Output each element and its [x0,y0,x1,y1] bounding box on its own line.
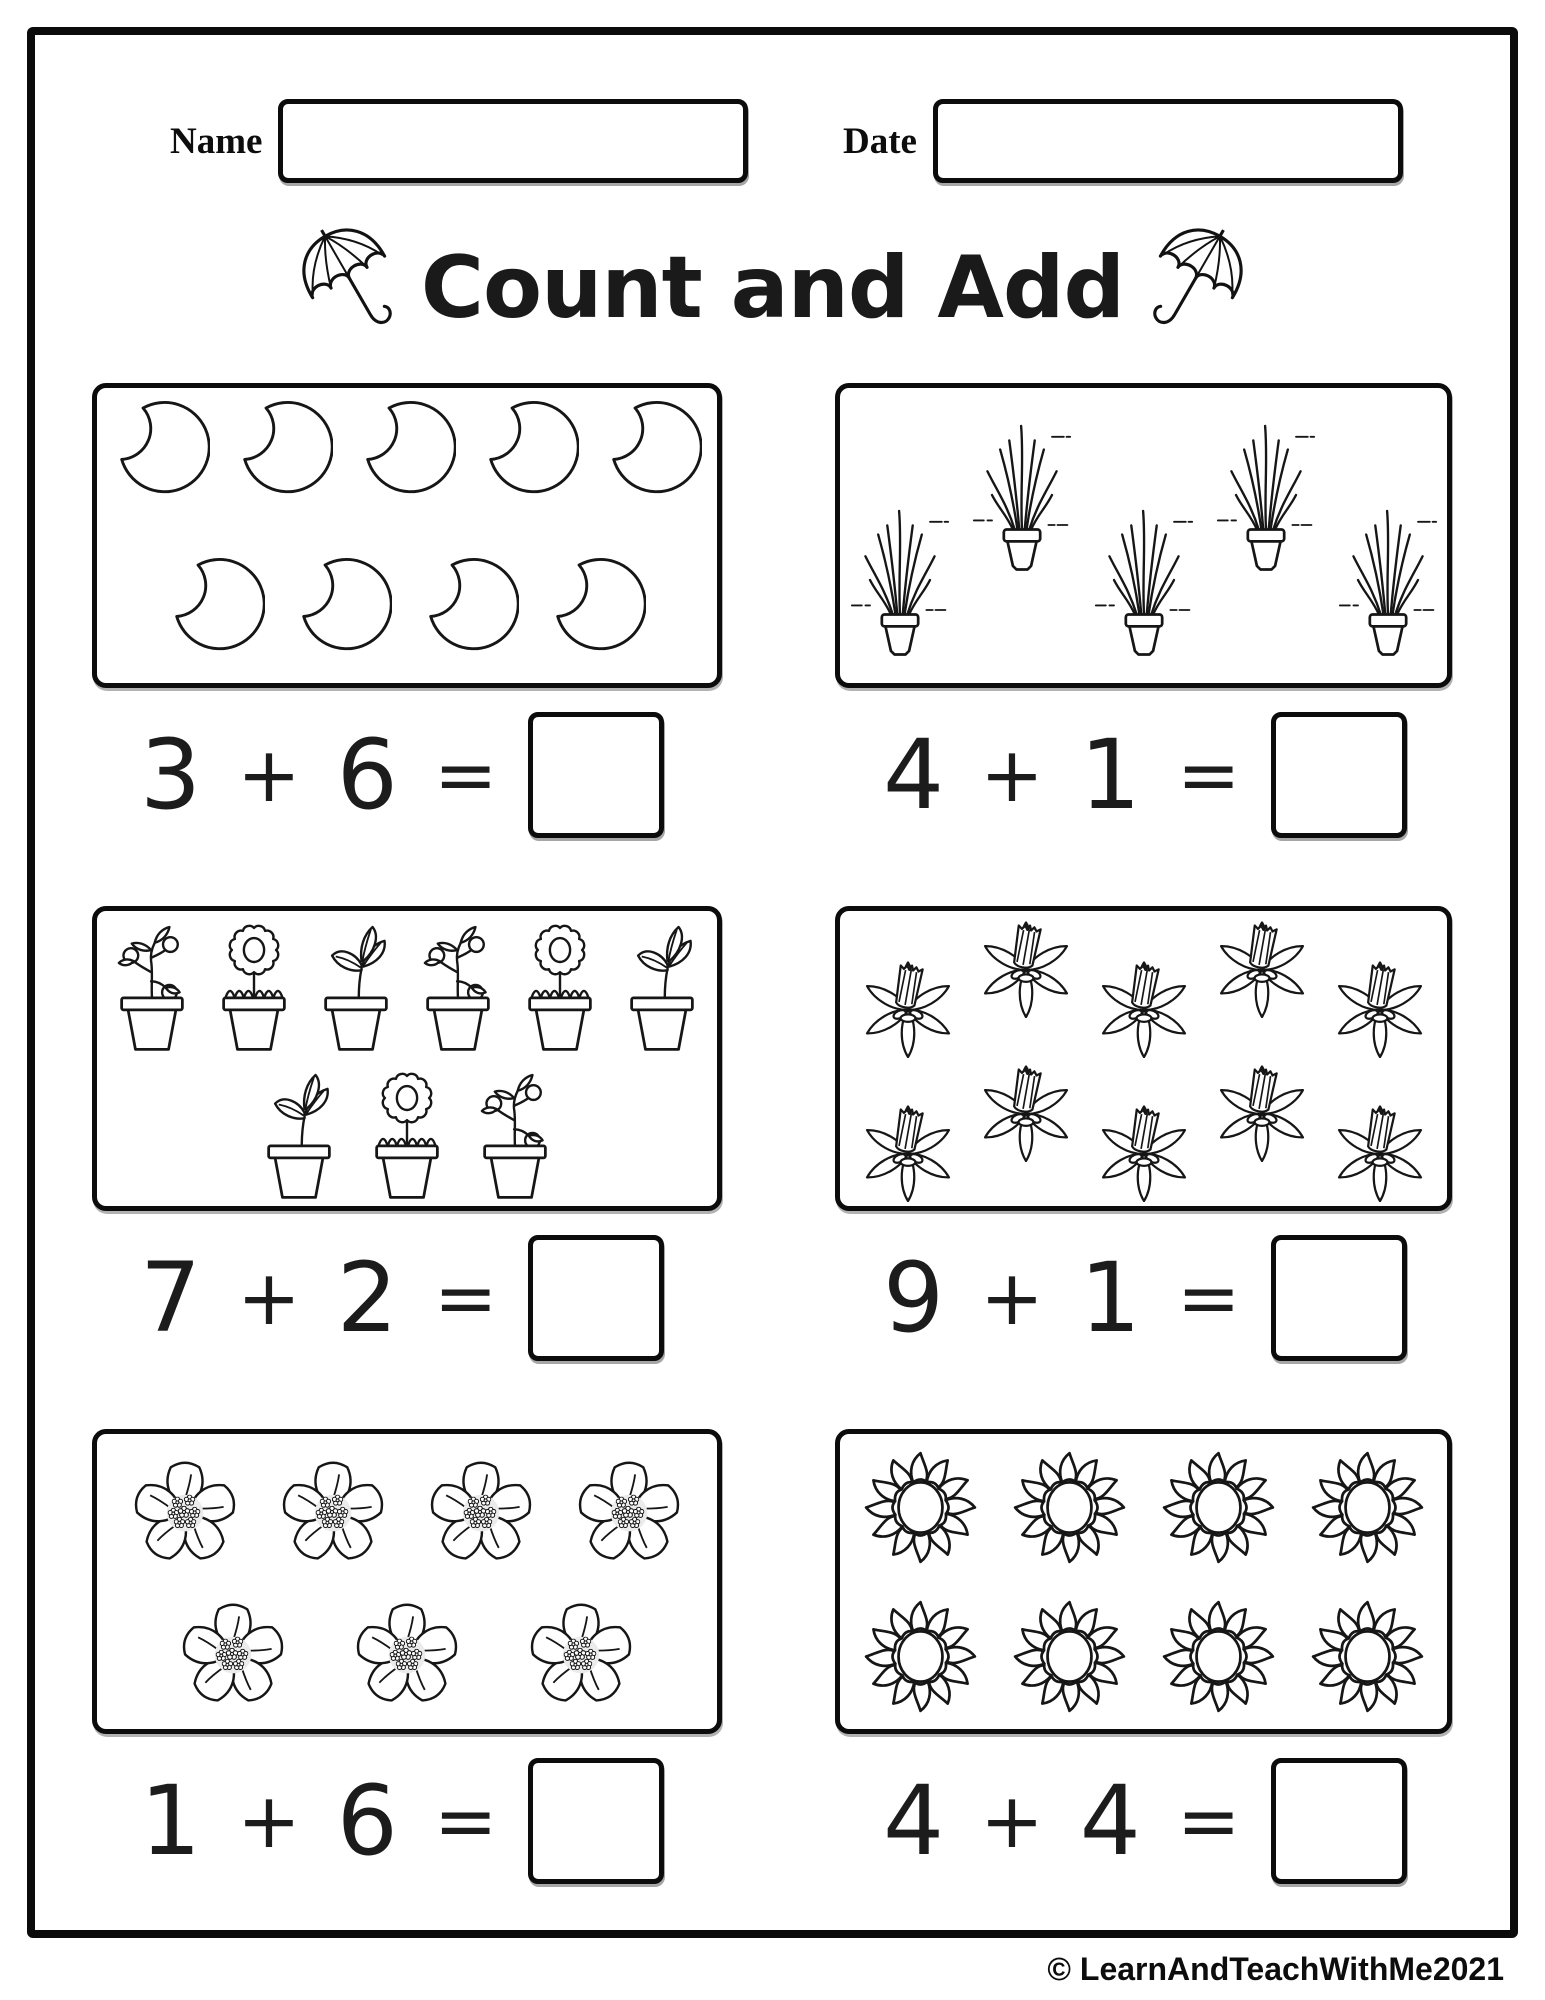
plus-sign: + [980,1776,1044,1865]
moon-icon [236,399,333,516]
addend-a: 4 [883,719,945,831]
daffodil-icon [1093,1100,1195,1202]
answer-input[interactable] [528,712,664,838]
equation-daffodils [835,1235,1452,1361]
tomato-icon [469,1063,561,1203]
addend-a: 1 [140,1765,202,1877]
icon-row [863,1450,1425,1565]
leafplant-icon [616,915,708,1055]
counting-box-blossoms [92,1429,722,1734]
plus-sign: + [237,1253,301,1342]
answer-input[interactable] [528,1758,664,1884]
equals-sign: = [433,1776,498,1865]
equals-sign: = [1176,1253,1241,1342]
answer-input[interactable] [528,1235,664,1361]
equals-sign: = [1176,730,1241,819]
sun-icon [1012,1599,1127,1714]
sun-icon [863,1599,978,1714]
title-row [35,223,1510,353]
plant-icon [850,495,950,665]
moon-icon [295,556,392,673]
counting-box-daffodils [835,906,1452,1211]
date-input[interactable] [933,99,1403,183]
counting-box-plants [835,383,1452,688]
leafplant-icon [253,1063,345,1203]
blossom-icon [124,1450,246,1572]
tomato-icon [412,915,504,1055]
sun-icon [1161,1450,1276,1565]
sun-icon [1012,1450,1127,1565]
leafplant-icon [310,915,402,1055]
problem-blossoms [92,1429,722,1952]
equation-suns [835,1758,1452,1884]
blossom-icon [346,1592,468,1714]
sun-icon [1310,1599,1425,1714]
equals-sign: = [433,1253,498,1342]
daffodil-icon [1329,1100,1431,1202]
moon-icon [168,556,265,673]
plus-sign: + [980,1253,1044,1342]
addend-b: 1 [1079,1242,1141,1354]
tomato-icon [106,915,198,1055]
umbrella-icon [273,202,431,364]
plus-sign: + [237,730,301,819]
counting-box-moons [92,383,722,688]
plus-sign: + [980,730,1044,819]
moon-icon [482,399,579,516]
icon-row [168,556,646,673]
counting-box-flowerpots [92,906,722,1211]
icon-row [113,399,702,516]
answer-input[interactable] [1271,1235,1407,1361]
name-input[interactable] [278,99,748,183]
addend-b: 6 [336,1765,398,1877]
plus-sign: + [237,1776,301,1865]
addend-b: 2 [336,1242,398,1354]
copyright-credit: © LearnAndTeachWithMe2021 [1047,1951,1504,1987]
daffodil-icon [1211,1060,1313,1162]
problem-plants [835,383,1452,906]
equals-sign: = [1176,1776,1241,1865]
plant-icon [1216,410,1316,580]
equals-sign: = [433,730,498,819]
icon-row [124,1450,690,1572]
equation-plants [835,712,1452,838]
icon-row [172,1592,642,1714]
daffodil-icon [975,916,1077,1018]
problem-moons [92,383,722,906]
counting-box-suns [835,1429,1452,1734]
moon-icon [605,399,702,516]
sun-icon [1310,1450,1425,1565]
blossom-icon [520,1592,642,1714]
icon-row [863,1599,1425,1714]
equation-blossoms [92,1758,722,1884]
sunflower-icon [514,915,606,1055]
moon-icon [549,556,646,673]
blossom-icon [420,1450,542,1572]
addend-b: 1 [1079,719,1141,831]
daffodil-icon [975,1060,1077,1162]
equation-flowerpots [92,1235,722,1361]
date-field-group [843,99,1403,183]
daffodil-icon [1093,956,1195,1058]
date-label: Date [843,120,917,162]
sun-icon [863,1450,978,1565]
moon-icon [113,399,210,516]
problem-daffodils [835,906,1452,1429]
addend-a: 4 [883,1765,945,1877]
daffodil-icon [1211,916,1313,1018]
daffodil-icon [1329,956,1431,1058]
blossom-icon [272,1450,394,1572]
daffodil-icon [857,956,959,1058]
moon-icon [422,556,519,673]
addend-a: 3 [140,719,202,831]
blossom-icon [568,1450,690,1572]
equation-moons [92,712,722,838]
icon-row [253,1063,561,1203]
icon-row [857,916,1431,1058]
icon-row [857,1060,1431,1202]
moon-icon [359,399,456,516]
addend-a: 9 [883,1242,945,1354]
page-border-frame [27,27,1518,1938]
name-label: Name [170,120,263,162]
answer-input[interactable] [1271,1758,1407,1884]
daffodil-icon [857,1100,959,1202]
page-title: Count and Add [420,238,1125,338]
plant-icon [1094,495,1194,665]
icon-row [850,495,1438,665]
problem-suns [835,1429,1452,1952]
blossom-icon [172,1592,294,1714]
problems-grid [92,383,1452,1952]
plant-icon [972,410,1072,580]
answer-input[interactable] [1271,712,1407,838]
addend-b: 6 [336,719,398,831]
umbrella-icon [1114,202,1272,364]
plant-icon [1338,495,1438,665]
icon-row [106,915,708,1055]
sunflower-icon [361,1063,453,1203]
sunflower-icon [208,915,300,1055]
problem-flowerpots [92,906,722,1429]
addend-b: 4 [1079,1765,1141,1877]
addend-a: 7 [140,1242,202,1354]
name-field-group [170,99,748,183]
sun-icon [1161,1599,1276,1714]
